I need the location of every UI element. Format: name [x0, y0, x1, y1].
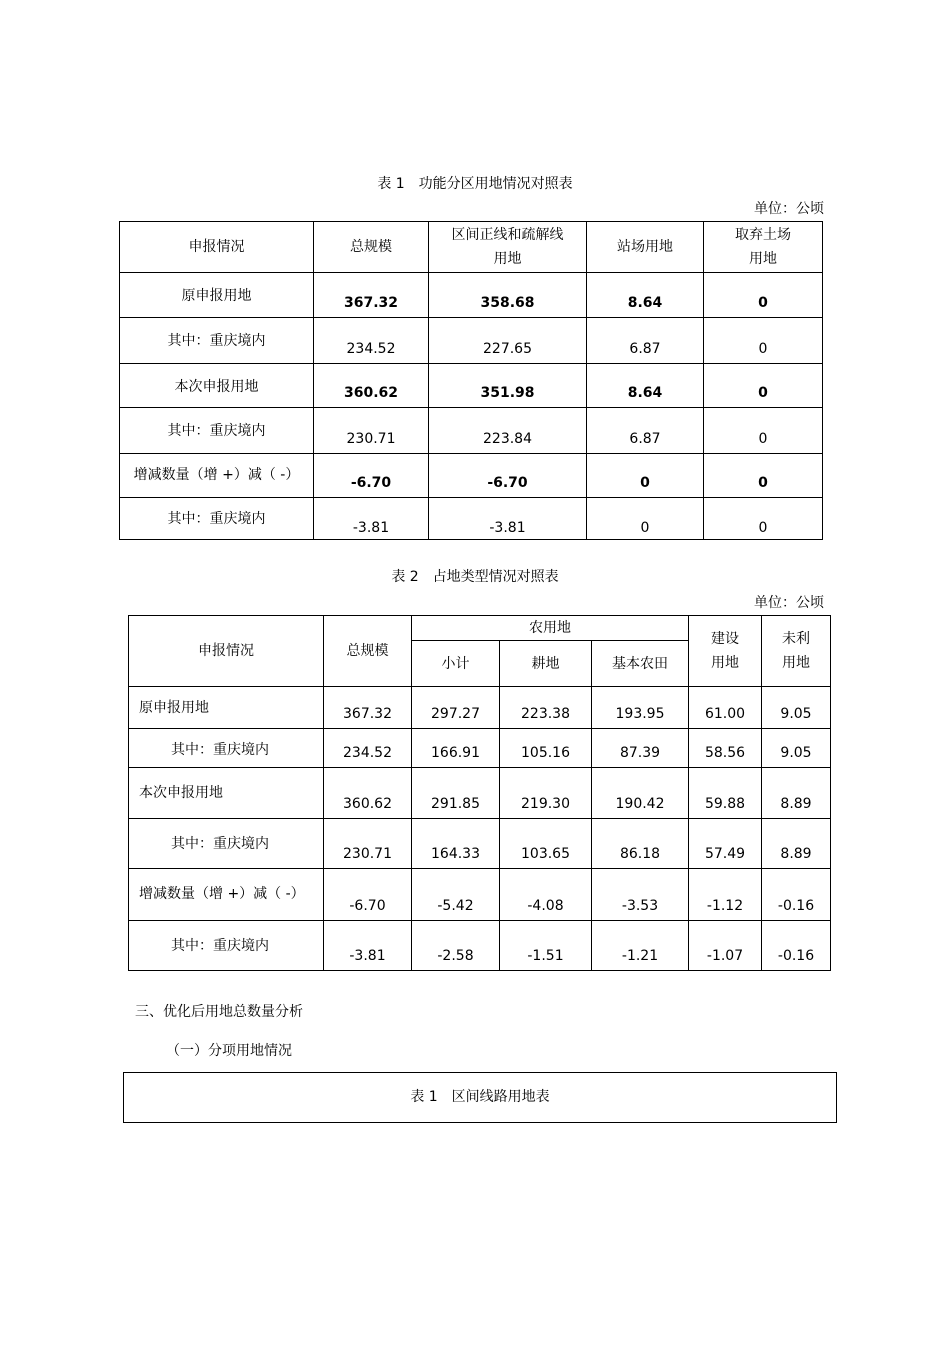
t2-cell: 291.85: [412, 768, 500, 819]
table-row: [120, 318, 823, 364]
t1-cell: 234.52: [314, 318, 429, 364]
t2-cell: 223.38: [500, 687, 592, 729]
t2-header-report: 申报情况: [129, 616, 324, 687]
t1-cell: 0: [704, 273, 823, 318]
table3-caption-box: 表 1 区间线路用地表: [123, 1072, 837, 1123]
t2-cell: -3.81: [324, 921, 412, 971]
t2-cell: -3.53: [592, 869, 689, 921]
section-heading: 三、优化后用地总数量分析: [135, 1004, 303, 1020]
t2-row-label: 其中：重庆境内: [129, 729, 324, 768]
t1-header-borrow: 取弃土场 用地: [704, 222, 823, 273]
table1: [119, 221, 823, 540]
t1-cell: 358.68: [429, 273, 587, 318]
t1-header-mainline: 区间正线和疏解线 用地: [429, 222, 587, 273]
t2-cell: 87.39: [592, 729, 689, 768]
t2-cell: 193.95: [592, 687, 689, 729]
t1-cell: 0: [587, 498, 704, 540]
t2-header-construction: 建设 用地: [689, 616, 762, 687]
t1-row-label: 其中：重庆境内: [120, 498, 314, 540]
table-row: [120, 408, 823, 454]
t1-cell: -6.70: [314, 454, 429, 498]
t2-header-subtotal: 小计: [412, 641, 500, 687]
t2-cell: 219.30: [500, 768, 592, 819]
t1-cell: -3.81: [429, 498, 587, 540]
t1-cell: 351.98: [429, 364, 587, 408]
table-row: [120, 498, 823, 540]
t2-cell: 59.88: [689, 768, 762, 819]
t2-cell: 234.52: [324, 729, 412, 768]
t2-cell: 86.18: [592, 819, 689, 869]
t2-cell: 9.05: [762, 687, 831, 729]
t1-cell: 360.62: [314, 364, 429, 408]
table-row: [129, 819, 831, 869]
t2-row-label: 其中：重庆境内: [129, 819, 324, 869]
t1-cell: -6.70: [429, 454, 587, 498]
t2-cell: 297.27: [412, 687, 500, 729]
table-row: [120, 454, 823, 498]
t1-cell: 0: [704, 454, 823, 498]
t2-header-total: 总规模: [324, 616, 412, 687]
t1-cell: 6.87: [587, 318, 704, 364]
t2-header-basic-farmland: 基本农田: [592, 641, 689, 687]
table-row: [129, 729, 831, 768]
table-row: [129, 921, 831, 971]
t2-row-label: 原申报用地: [129, 687, 324, 729]
t1-cell: 0: [587, 454, 704, 498]
t2-cell: -1.21: [592, 921, 689, 971]
t2-cell: -1.51: [500, 921, 592, 971]
t2-row-label: 其中：重庆境内: [129, 921, 324, 971]
t1-row-label: 增减数量（增 +）减（ -）: [120, 454, 314, 498]
table2-unit: 单位：公顷: [754, 595, 824, 611]
t2-cell: 190.42: [592, 768, 689, 819]
t1-cell: 0: [704, 364, 823, 408]
t2-cell: 58.56: [689, 729, 762, 768]
t2-cell: -1.07: [689, 921, 762, 971]
table-row: [129, 869, 831, 921]
t2-row-label: 本次申报用地: [129, 768, 324, 819]
t2-cell: 367.32: [324, 687, 412, 729]
t1-cell: 223.84: [429, 408, 587, 454]
t2-cell: 8.89: [762, 819, 831, 869]
t1-header-report: 申报情况: [120, 222, 314, 273]
t2-cell: -0.16: [762, 921, 831, 971]
section-subheading: （一）分项用地情况: [166, 1043, 292, 1059]
table-row: [120, 364, 823, 408]
table1-caption: 表 1 功能分区用地情况对照表: [377, 176, 573, 192]
t1-row-label: 其中：重庆境内: [120, 318, 314, 364]
table2: [128, 615, 831, 971]
t1-row-label: 其中：重庆境内: [120, 408, 314, 454]
t2-cell: 8.89: [762, 768, 831, 819]
t1-cell: 0: [704, 498, 823, 540]
t1-cell: 8.64: [587, 364, 704, 408]
t2-cell: 166.91: [412, 729, 500, 768]
t1-row-label: 原申报用地: [120, 273, 314, 318]
t1-cell: 367.32: [314, 273, 429, 318]
t2-cell: -2.58: [412, 921, 500, 971]
t1-cell: 0: [704, 408, 823, 454]
t2-cell: -4.08: [500, 869, 592, 921]
t1-row-label: 本次申报用地: [120, 364, 314, 408]
t2-cell: 61.00: [689, 687, 762, 729]
t1-cell: 8.64: [587, 273, 704, 318]
table-row: [129, 687, 831, 729]
t2-cell: 360.62: [324, 768, 412, 819]
t1-cell: 227.65: [429, 318, 587, 364]
t2-cell: 57.49: [689, 819, 762, 869]
t2-row-label: 增减数量（增 +）减（ -）: [129, 869, 324, 921]
t2-cell: 230.71: [324, 819, 412, 869]
table-row: [129, 768, 831, 819]
t2-header-unused: 未利 用地: [762, 616, 831, 687]
t2-header-cultivated: 耕地: [500, 641, 592, 687]
t2-cell: 105.16: [500, 729, 592, 768]
t2-cell: 103.65: [500, 819, 592, 869]
t2-header-farmland: 农用地: [412, 616, 689, 641]
table2-header-row: [129, 616, 831, 641]
t2-cell: -1.12: [689, 869, 762, 921]
t2-cell: 9.05: [762, 729, 831, 768]
t2-cell: -6.70: [324, 869, 412, 921]
table-row: [120, 273, 823, 318]
t1-header-total: 总规模: [314, 222, 429, 273]
table1-unit: 单位：公顷: [754, 201, 824, 217]
t1-header-station: 站场用地: [587, 222, 704, 273]
table2-caption: 表 2 占地类型情况对照表: [391, 569, 559, 585]
t1-cell: 230.71: [314, 408, 429, 454]
t1-cell: -3.81: [314, 498, 429, 540]
table1-header-row: [120, 222, 823, 273]
t2-cell: -5.42: [412, 869, 500, 921]
t2-cell: -0.16: [762, 869, 831, 921]
t1-cell: 6.87: [587, 408, 704, 454]
t1-cell: 0: [704, 318, 823, 364]
t2-cell: 164.33: [412, 819, 500, 869]
